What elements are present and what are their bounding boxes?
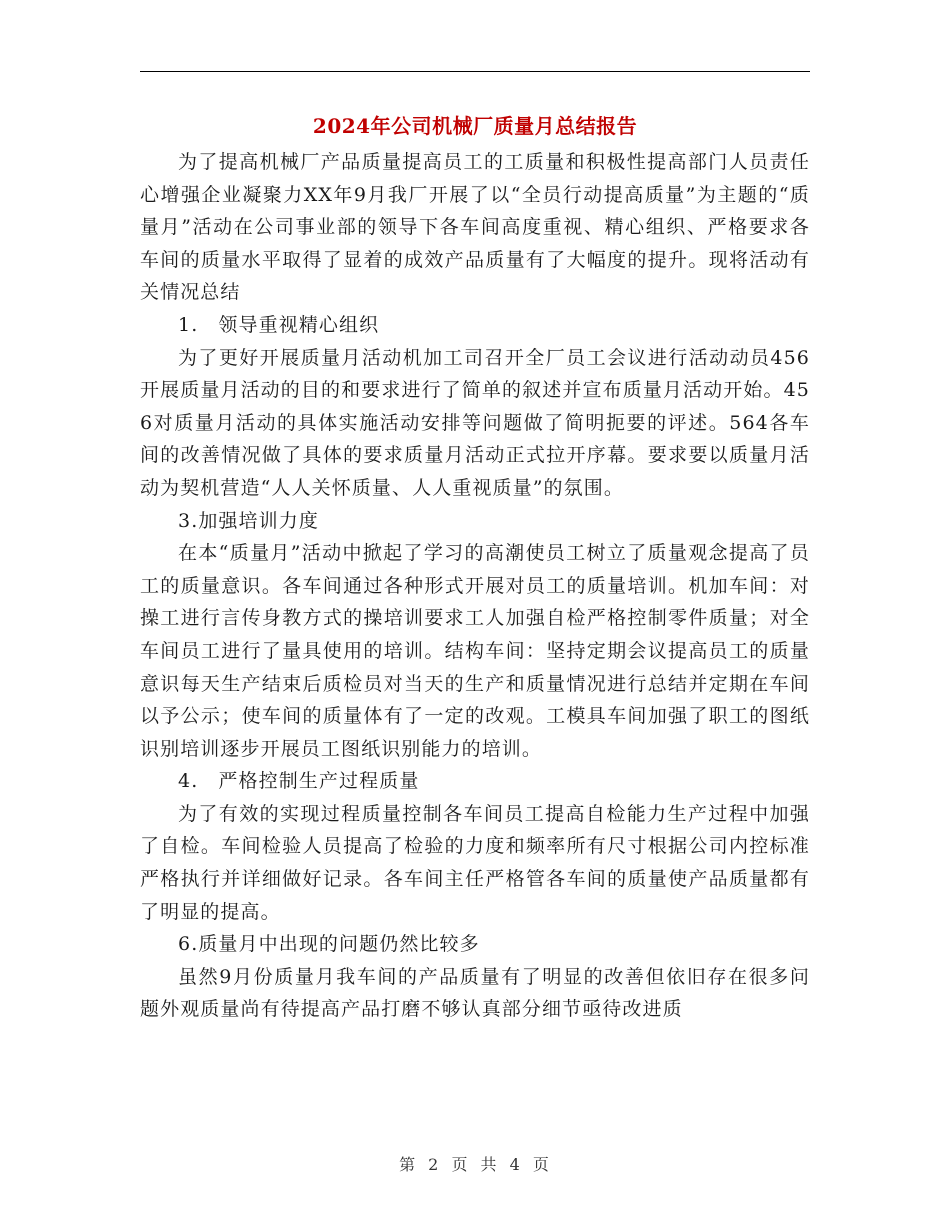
header-rule — [140, 71, 810, 72]
section-heading-process-control: 4. 严格控制生产过程质量 — [178, 770, 420, 793]
page-number-footer: 第 2 页 共 4 页 — [399, 1155, 551, 1174]
paragraph-training: 在本“质量月”活动中掀起了学习的高潮使员工树立了质量观念提高了员工的质量意识。各车间通过各种形式开展对员工的质量培训。机加车间：对操工进行言传身教方式的操培训要求工人加强自检严格控制零件质量；对全车间员工进行了量具使用的培训。结构车间：坚持定期会议提高员工的质量意识每天生产结束后质检员对当天的生产和质量情况进行总结并定期在车间以予公示；使车间的质量体有了一定的改观。工模具车间加强了职工的图纸识别培训逐步开展员工图纸识别能力的培训。 — [140, 542, 810, 760]
paragraph-intro: 为了提高机械厂产品质量提高员工的工质量和积极性提高部门人员责任心增强企业凝聚力XX年9月我厂开展了以“全员行动提高质量”为主题的“质量月”活动在公司事业部的领导下各车间高度重视、精心组织、严格要求各车间的质量水平取得了显着的成效产品质量有了大幅度的提升。现将活动有关情况总结 — [140, 151, 810, 304]
paragraph-problems: 虽然9月份质量月我车间的产品质量有了明显的改善但依旧存在很多问题外观质量尚有待提高产品打磨不够认真部分细节亟待改进质 — [140, 965, 810, 1021]
document-body — [140, 146, 810, 1026]
paragraph-leadership: 为了更好开展质量月活动机加工司召开全厂员工会议进行活动动员456开展质量月活动的目的和要求进行了简单的叙述并宣布质量月活动开始。456对质量月活动的具体实施活动安排等问题做了简明扼要的评述。564各车间的改善情况做了具体的要求质量月活动正式拉开序幕。要求要以质量月活动为契机营造“人人关怀质量、人人重视质量”的氛围。 — [140, 346, 810, 499]
section-heading-leadership: 1. 领导重视精心组织 — [178, 313, 380, 336]
section-heading-problems: 6.质量月中出现的问题仍然比较多 — [178, 933, 480, 956]
paragraph-process-control: 为了有效的实现过程质量控制各车间员工提高自检能力生产过程中加强了自检。车间检验人员提高了检验的力度和频率所有尺寸根据公司内控标准严格执行并详细做好记录。各车间主任严格管各车间的质量使产品质量都有了明显的提高。 — [140, 802, 810, 923]
section-heading-training: 3.加强培训力度 — [178, 509, 319, 532]
document-title: 2024年公司机械厂质量月总结报告 — [312, 114, 638, 138]
